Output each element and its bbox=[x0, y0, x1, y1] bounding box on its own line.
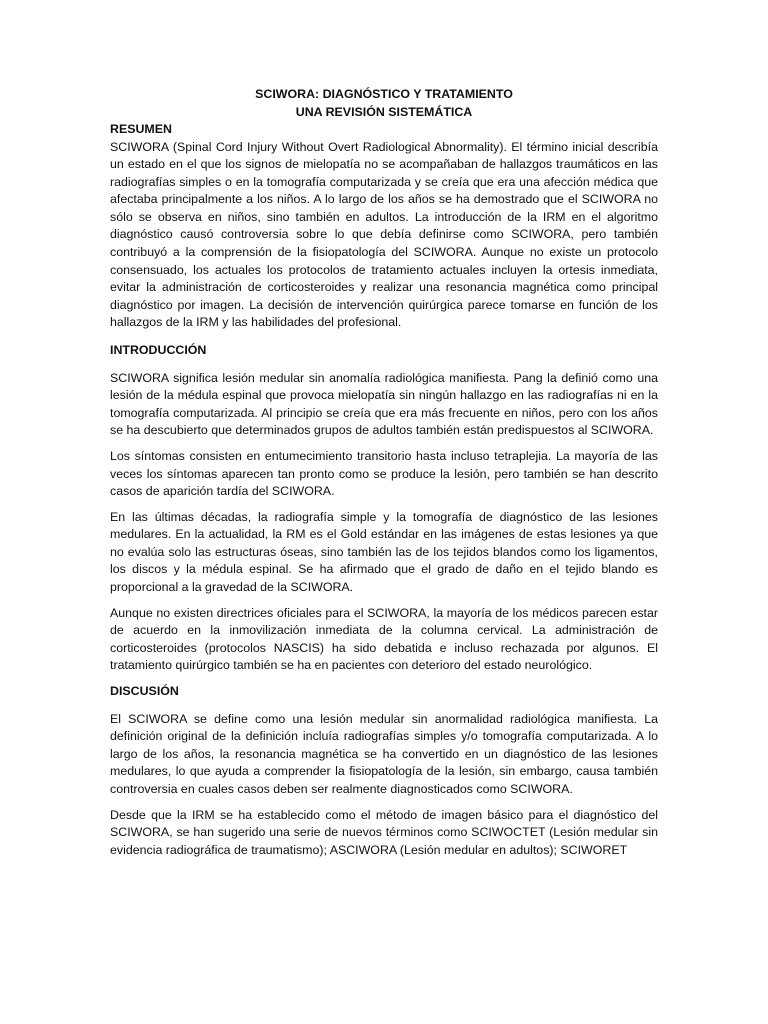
resumen-paragraph: SCIWORA (Spinal Cord Injury Without Overt Radiological Abnormality). El término inicial describía un estado en el que los signos de mielopatía no se acompañaban de hallazgos traumáticos en las radiografías simples o en la tomografía computarizada y se creía que era una afección médica que afectaba principalmente a los niños. A lo largo de los años se ha demostrado que el SCIWORA no sólo se observa en niños, sino también en adultos. La introducción de la IRM en el algoritmo diagnóstico causó controversia sobre lo que debía definirse como SCIWORA, pero también contribuyó a la comprensión de la fisiopatología del SCIWORA. Aunque no existe un protocolo consensuado, los actuales los protocolos de tratamiento actuales incluyen la ortesis inmediata, evitar la administración de corticosteroides y realizar una resonancia magnética como principal diagnóstico por imagen. La decisión de intervención quirúrgica parece tomarse en función de los hallazgos de la IRM y las habilidades del profesional. bbox=[110, 139, 658, 330]
section-heading-introduccion: INTRODUCCIÓN bbox=[110, 343, 207, 358]
document-title-line-1: SCIWORA: DIAGNÓSTICO Y TRATAMIENTO bbox=[255, 87, 513, 101]
introduccion-paragraph-2: Los síntomas consisten en entumecimiento transitorio hasta incluso tetraplejia. La mayoría de las veces los síntomas aparecen tan pronto como se produce la lesión, pero también se han descrito casos de aparición tardía del SCIWORA. bbox=[110, 448, 658, 499]
introduccion-paragraph-3: En las últimas décadas, la radiografía simple y la tomografía de diagnóstico de las lesiones medulares. En la actualidad, la RM es el Gold estándar en las imágenes de estas lesiones ya que no evalúa solo las estructuras óseas, sino también las de los tejidos blandos como los ligamentos, los discos y la médula espinal. Se ha afirmado que el grado de daño en el tejido blando es proporcional a la gravedad de la SCIWORA. bbox=[110, 509, 658, 595]
document-page bbox=[110, 86, 658, 860]
section-heading-discusion: DISCUSIÓN bbox=[110, 684, 179, 699]
document-title-line-2: UNA REVISIÓN SISTEMÁTICA bbox=[295, 104, 473, 119]
discusion-paragraph-1: El SCIWORA se define como una lesión medular sin anormalidad radiológica manifiesta. La definición original de la definición incluía radiografías simples y/o tomografía computarizada. A lo largo de los años, la resonancia magnética se ha convertido en un diagnóstico de las lesiones medulares, lo que ayuda a comprender la fisiopatología de la lesión, sin embargo, causa también controversia en cuales casos deben ser realmente diagnosticados como SCIWORA. bbox=[110, 711, 658, 796]
section-heading-resumen: RESUMEN bbox=[110, 122, 172, 136]
introduccion-paragraph-4: Aunque no existen directrices oficiales para el SCIWORA, la mayoría de los médicos parecen estar de acuerdo en la inmovilización inmediata de la columna cervical. La administración de corticosteroides (protocolos NASCIS) ha sido debatida e incluso rechazada por algunos. El tratamiento quirúrgico también se ha en pacientes con deterioro del estado neurológico. bbox=[110, 605, 658, 673]
discusion-paragraph-2: Desde que la IRM se ha establecido como el método de imagen básico para el diagnóstico del SCIWORA, se han sugerido una serie de nuevos términos como SCIWOCTET (Lesión medular sin evidencia radiográfica de traumatismo); ASCIWORA (Lesión medular en adultos); SCIWORET bbox=[110, 807, 658, 857]
introduccion-paragraph-1: SCIWORA significa lesión medular sin anomalía radiológica manifiesta. Pang la definió como una lesión de la médula espinal que provoca mielopatía sin ningún hallazgo en las radiografías ni en la tomografía computarizada. Al principio se creía que era más frecuente en niños, pero con los años se ha descubierto que determinados grupos de adultos también están predispuestos al SCIWORA. bbox=[110, 370, 658, 438]
